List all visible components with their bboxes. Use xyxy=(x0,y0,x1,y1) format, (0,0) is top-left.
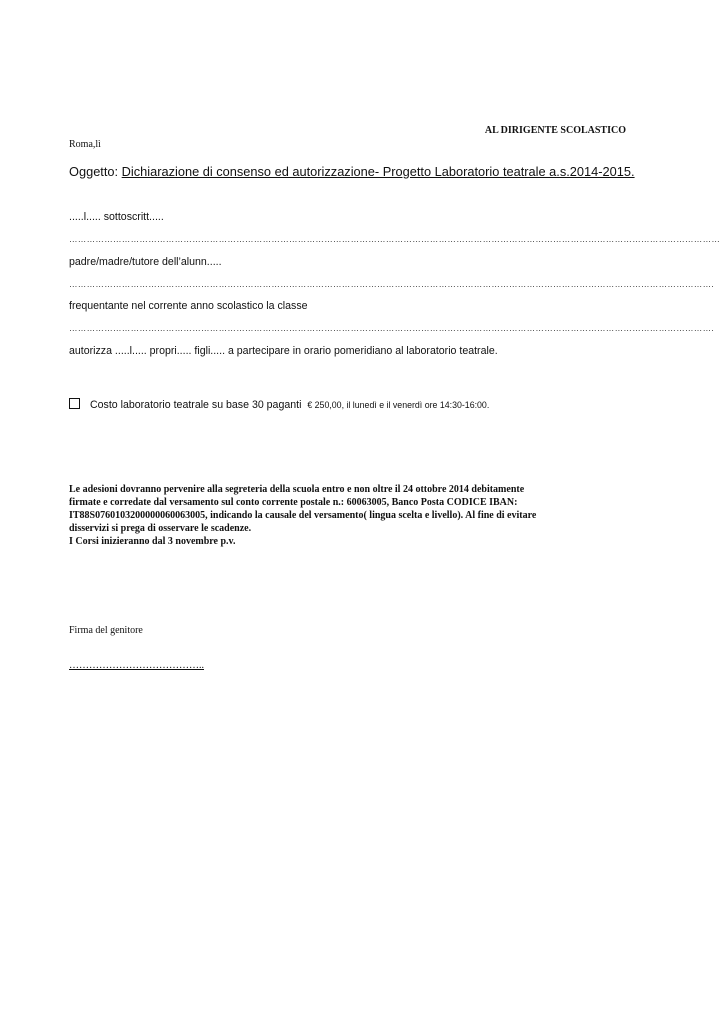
addressee: AL DIRIGENTE SCOLASTICO xyxy=(484,125,626,136)
signature-label: Firma del genitore xyxy=(69,625,143,636)
notice-line: Le adesioni dovranno pervenire alla segreteria della scuola entro e non oltre il 24 ottobre 2014 debitamente xyxy=(69,484,525,495)
notice-line: disservizi si prega di osservare le scadenze. xyxy=(69,523,252,534)
class-line: frequentante nel corrente anno scolastico la classe xyxy=(69,300,308,312)
undersigned-line: .....l..... sottoscritt..... xyxy=(69,211,164,223)
cost-option-label: Costo laboratorio teatrale su base 30 paganti xyxy=(90,399,302,411)
notice-paragraph xyxy=(69,483,639,548)
fill-line-class: …………………………………………………………………………………………………………………………………………………………………………………………………. xyxy=(69,323,715,333)
subject-text: Dichiarazione di consenso ed autorizzazione- Progetto Laboratorio teatrale a.s.2014-2015. xyxy=(121,164,635,179)
cost-option-detail: € 250,00, il lunedì e il venerdì ore 14:30-16:00. xyxy=(307,400,490,410)
place-date: Roma,lì xyxy=(69,139,101,150)
notice-line: I Corsi inizieranno dal 3 novembre p.v. xyxy=(69,536,236,547)
subject-label: Oggetto: xyxy=(69,164,119,179)
checkbox-icon[interactable] xyxy=(69,398,80,409)
subject-line xyxy=(69,164,635,179)
authorize-line: autorizza .....l..... propri..... figli..... a partecipare in orario pomeridiano al laboratorio teatrale. xyxy=(69,345,498,357)
notice-line: firmate e corredate dal versamento sul conto corrente postale n.: 60063005, Banco Posta CODICE IBAN: xyxy=(69,497,518,508)
fill-line-name: …………………………………………………………………………………………………………………………………………………………………………………………………… xyxy=(69,234,721,244)
parent-line: padre/madre/tutore dell’alunn..... xyxy=(69,256,222,268)
notice-line: IT88S0760103200000060063005, indicando la causale del versamento( lingua scelta e livello). Al fine di evitare xyxy=(69,510,537,521)
fill-line-student: …………………………………………………………………………………………………………………………………………………………………………………………………. xyxy=(69,279,715,289)
signature-line: ………………………………….. xyxy=(69,660,204,671)
cost-option xyxy=(69,398,489,411)
